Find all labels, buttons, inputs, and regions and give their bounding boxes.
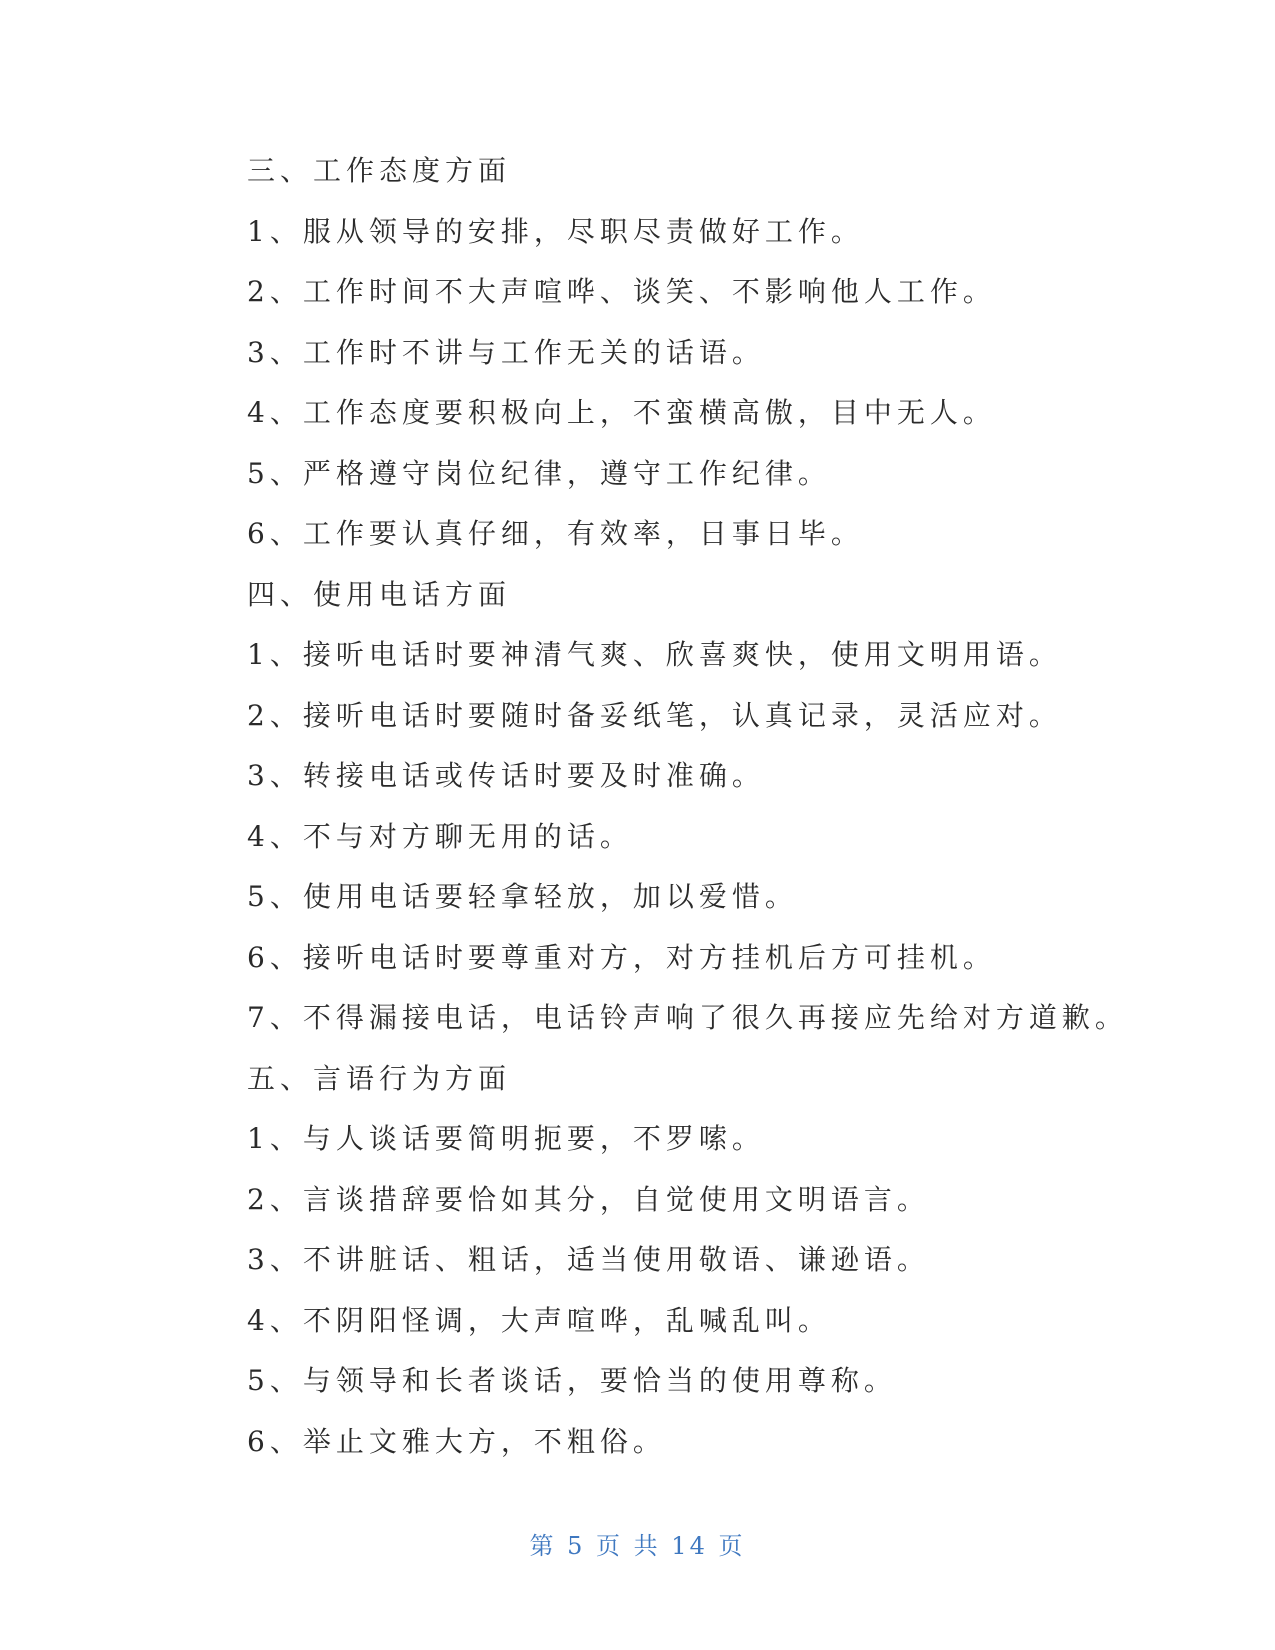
list-item: 3、工作时不讲与工作无关的话语。: [247, 335, 765, 369]
list-item: 6、工作要认真仔细，有效率，日事日毕。: [247, 517, 864, 550]
list-item: 5、使用电话要轻拿轻放，加以爱惜。: [247, 880, 798, 913]
section-heading-speech-behavior: 五、言语行为方面: [247, 1061, 512, 1095]
list-item: 1、服从领导的安排，尽职尽责做好工作。: [247, 214, 864, 248]
list-item: 1、接听电话时要神清气爽、欣喜爽快，使用文明用语。: [247, 638, 1062, 671]
list-item: 2、接听电话时要随时备妥纸笔，认真记录，灵活应对。: [247, 698, 1062, 732]
list-item: 4、工作态度要积极向上，不蛮横高傲，目中无人。: [247, 396, 996, 429]
list-item: 6、接听电话时要尊重对方，对方挂机后方可挂机。: [247, 940, 996, 974]
section-heading-phone-use: 四、使用电话方面: [247, 577, 512, 611]
list-item: 6、举止文雅大方，不粗俗。: [247, 1424, 666, 1458]
list-item: 2、工作时间不大声喧哗、谈笑、不影响他人工作。: [247, 275, 996, 308]
list-item: 1、与人谈话要简明扼要，不罗嗦。: [247, 1122, 765, 1155]
list-item: 2、言谈措辞要恰如其分，自觉使用文明语言。: [247, 1182, 930, 1216]
page-number-footer: 第 5 页 共 14 页: [529, 1532, 746, 1560]
list-item: 5、与领导和长者谈话，要恰当的使用尊称。: [247, 1364, 897, 1397]
list-item: 3、转接电话或传话时要及时准确。: [247, 759, 765, 792]
document-body: [247, 141, 1147, 1472]
list-item: 4、不与对方聊无用的话。: [247, 819, 633, 853]
section-heading-work-attitude: 三、工作态度方面: [247, 154, 512, 187]
list-item: 5、严格遵守岗位纪律，遵守工作纪律。: [247, 456, 831, 490]
list-item: 3、不讲脏话、粗话，适当使用敬语、谦逊语。: [247, 1243, 930, 1276]
list-item: 4、不阴阳怪调，大声喧哗，乱喊乱叫。: [247, 1303, 831, 1337]
list-item: 7、不得漏接电话，电话铃声响了很久再接应先给对方道歉。: [247, 1001, 1128, 1034]
